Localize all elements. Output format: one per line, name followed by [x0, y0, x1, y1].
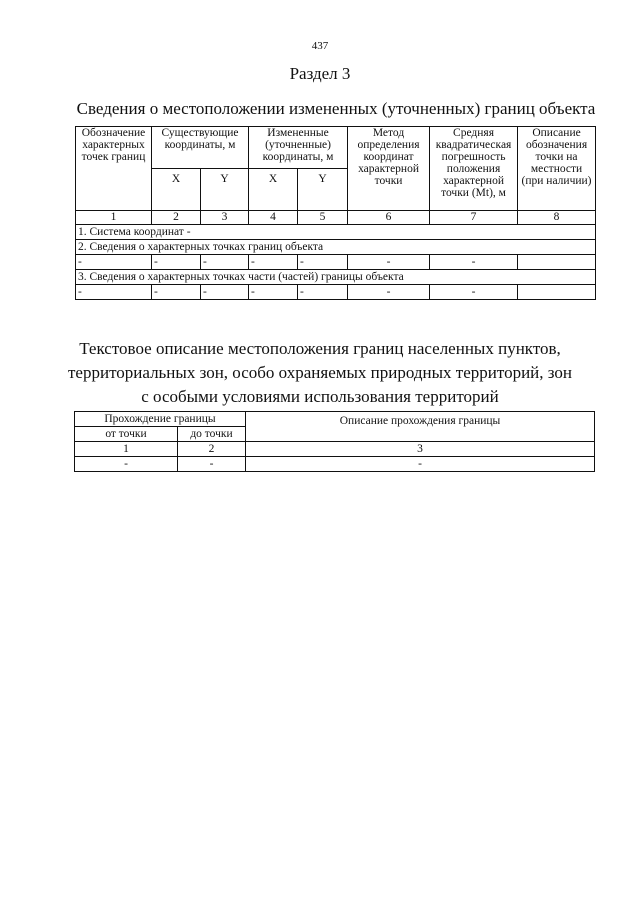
table-cell: [518, 285, 596, 300]
header-to-point: до точки: [178, 427, 246, 442]
section-boundary-points: 2. Сведения о характерных точках границ объекта: [76, 240, 596, 255]
table-cell: -: [76, 285, 152, 300]
column-number: 5: [298, 211, 348, 225]
header-description: Описание обозначения точки на местности (при наличии): [518, 127, 596, 211]
table-cell: -: [298, 285, 348, 300]
column-number: 3: [201, 211, 249, 225]
table-cell: [518, 255, 596, 270]
column-number: 3: [246, 442, 595, 457]
page-number: 437: [311, 40, 329, 52]
section-coordinate-system: 1. Система координат -: [76, 225, 596, 240]
table-cell: -: [430, 255, 518, 270]
table1-title: Сведения о местоположении измененных (уточненных) границ объекта: [76, 99, 596, 118]
description-title-line: с особыми условиями использования территорий: [141, 387, 499, 406]
section-part-boundary-points: 3. Сведения о характерных точках части (частей) границы объекта: [76, 270, 596, 285]
column-number: 8: [518, 211, 596, 225]
table-cell: -: [178, 457, 246, 472]
table-cell: -: [201, 285, 249, 300]
header-x-changed: X: [249, 169, 298, 211]
header-method: Метод определения координат характерной точки: [348, 127, 430, 211]
header-passage-description: Описание прохождения границы: [246, 412, 595, 442]
table-cell: -: [430, 285, 518, 300]
section-title: Раздел 3: [289, 64, 351, 83]
table-cell: -: [348, 255, 430, 270]
table-cell: -: [246, 457, 595, 472]
column-number: 1: [76, 211, 152, 225]
column-number: 1: [75, 442, 178, 457]
table-cell: -: [249, 285, 298, 300]
column-number: 4: [249, 211, 298, 225]
column-number: 2: [178, 442, 246, 457]
column-number: 6: [348, 211, 430, 225]
description-title-line: территориальных зон, особо охраняемых природных территорий, зон: [68, 363, 572, 382]
table-cell: -: [75, 457, 178, 472]
table-cell: -: [152, 285, 201, 300]
table-cell: -: [348, 285, 430, 300]
header-point-designation: Обозначение характерных точек границ: [76, 127, 152, 211]
description-title-line: Текстовое описание местоположения границ населенных пунктов,: [79, 339, 561, 358]
header-x-existing: X: [152, 169, 201, 211]
header-existing-coords: Существующие координаты, м: [152, 127, 249, 169]
header-y-changed: Y: [298, 169, 348, 211]
boundary-passage-table: [74, 411, 595, 472]
header-from-point: от точки: [75, 427, 178, 442]
table-cell: -: [76, 255, 152, 270]
description-title: [0, 337, 640, 409]
table-cell: -: [152, 255, 201, 270]
header-boundary-passage: Прохождение границы: [75, 412, 246, 427]
header-changed-coords: Измененные (уточненные) координаты, м: [249, 127, 348, 169]
table-cell: -: [201, 255, 249, 270]
boundary-coordinates-table: [75, 126, 596, 300]
column-number: 7: [430, 211, 518, 225]
table-cell: -: [249, 255, 298, 270]
header-error: Средняя квадратическая погрешность положения характерной точки (Mt), м: [430, 127, 518, 211]
header-y-existing: Y: [201, 169, 249, 211]
column-number: 2: [152, 211, 201, 225]
table-cell: -: [298, 255, 348, 270]
